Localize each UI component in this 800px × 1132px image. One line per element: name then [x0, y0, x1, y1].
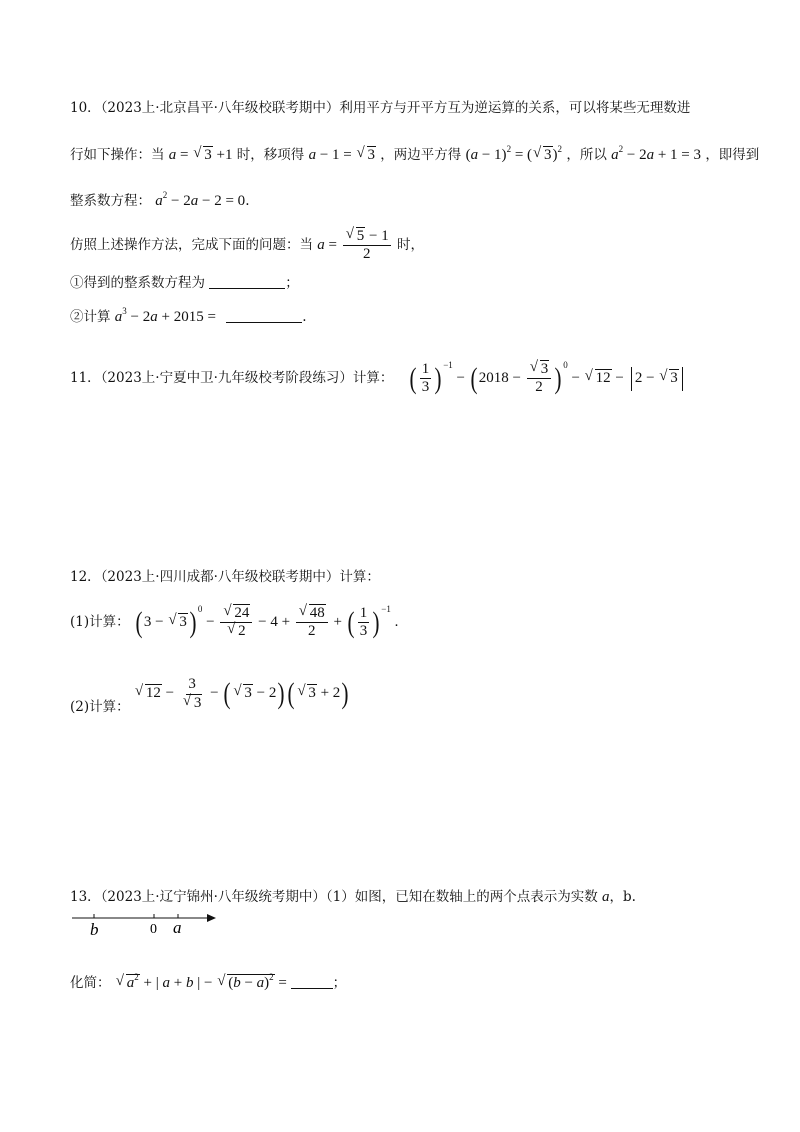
q10-text: 时，移项得 — [236, 147, 305, 163]
q10-sub1 — [70, 275, 299, 291]
q13-number: 13． — [70, 889, 101, 905]
label-b: b — [90, 920, 99, 939]
q10-formula-a: a = √ 3 +1 — [169, 147, 233, 163]
q10-text: 时， — [397, 237, 425, 254]
q10-formula-move: a − 1 = √ 3 — [309, 147, 376, 163]
q10-sub2-text: ②计算 — [70, 309, 111, 325]
q10-text: 整系数方程： — [70, 193, 151, 209]
label-0: 0 — [150, 922, 157, 937]
q10-condition: a = √ $\frac{5 - 1}{2}$ — [317, 237, 392, 253]
q11-line — [70, 360, 686, 397]
q10-answer-blank-2[interactable] — [226, 310, 302, 323]
q11-number: 11． — [70, 370, 101, 386]
q10-line3 — [70, 192, 249, 210]
q13-sep: ，b. — [609, 889, 636, 905]
q12-p1-expression: ( 3 − √ 3) $^0$ − √ 24 √ 2 − 4 + √ $\frac{48}{2}$ + ( $\frac{1}{3}$ ) $^{-1}$ . — [134, 614, 398, 630]
q10-formula-square: $(a - 1)^2$ = (√ 3)$^2$ — [466, 147, 562, 163]
number-line-figure — [70, 908, 220, 940]
q12-p2-label: (2)计算： — [70, 699, 130, 716]
q10-line4 — [70, 228, 424, 264]
q11-task: 计算： — [352, 370, 394, 386]
q12-part1 — [70, 604, 398, 641]
q11-source: （2023上·宁夏中卫·九年级校考阶段练习） — [100, 370, 353, 386]
q10-expression: $a^3 - 2a + 2015$ = — [114, 306, 216, 325]
q10-text: ，所以 — [566, 147, 607, 163]
number-line-arrow-icon — [207, 914, 216, 922]
q10-line1 — [70, 100, 690, 116]
q10-line2 — [70, 146, 759, 164]
q12-source: （2023上·四川成都·八年级校联考期中） — [100, 569, 340, 585]
q12-line — [70, 569, 380, 585]
q10-text: ，两边平方得 — [380, 147, 462, 163]
q12-p2-expression: √ 12 − 3 √ 3 − (√ 3 − 2) (√ 3 + 2) — [134, 685, 350, 701]
q10-integer-equation: $a^2 - 2a - 2 = 0$ — [155, 190, 246, 209]
q10-intro: 利用平方与开平方互为逆运算的关系，可以将某些无理数进 — [339, 100, 691, 116]
q12-p1-label: (1)计算： — [70, 614, 130, 630]
q12-task: 计算： — [339, 569, 380, 585]
q13-end: ； — [332, 975, 347, 991]
q13-simplify-label: 化简： — [70, 975, 111, 991]
q13-simplify — [70, 974, 346, 992]
q10-text: 仿照上述操作方法，完成下面的问题：当 — [70, 237, 313, 254]
q13-line — [70, 888, 636, 906]
q10-text: ，即得到 — [705, 147, 760, 163]
q13-expression: √ $a^2$ + | a + b | − √ $(b - a)^2$ = — [115, 975, 291, 991]
q12-part2 — [70, 676, 350, 716]
q10-source: （2023上·北京昌平·八年级校联考期中） — [100, 100, 340, 116]
q10-sub1-text: ①得到的整系数方程为 — [70, 275, 205, 291]
q10-formula-expand: $a^2 - 2a + 1 = 3$ — [611, 144, 702, 163]
q10-answer-blank-1[interactable] — [209, 276, 285, 289]
q10-text: . — [245, 193, 250, 209]
q13-var-a: a — [602, 889, 610, 905]
q10-text: ； — [285, 275, 299, 291]
q12-number: 12． — [70, 569, 101, 585]
q10-text: . — [302, 309, 307, 325]
q13-source: （2023上·辽宁锦州·八年级统考期中） — [100, 889, 326, 905]
q11-expression: ( $\frac{1}{3}$ ) $^{-1}$ − ( 2018 − √ $\frac{3}{2}$ ) $^0$ − √ 12 − 2 − √ 3 — [408, 370, 686, 386]
q13-text: （1）如图，已知在数轴上的两个点表示为实数 — [325, 889, 598, 905]
q10-number: 10． — [70, 100, 101, 116]
q10-text: 行如下操作：当 — [70, 147, 165, 163]
q13-answer-blank[interactable] — [291, 976, 333, 989]
q10-sub2 — [70, 308, 307, 326]
label-a: a — [173, 918, 182, 937]
